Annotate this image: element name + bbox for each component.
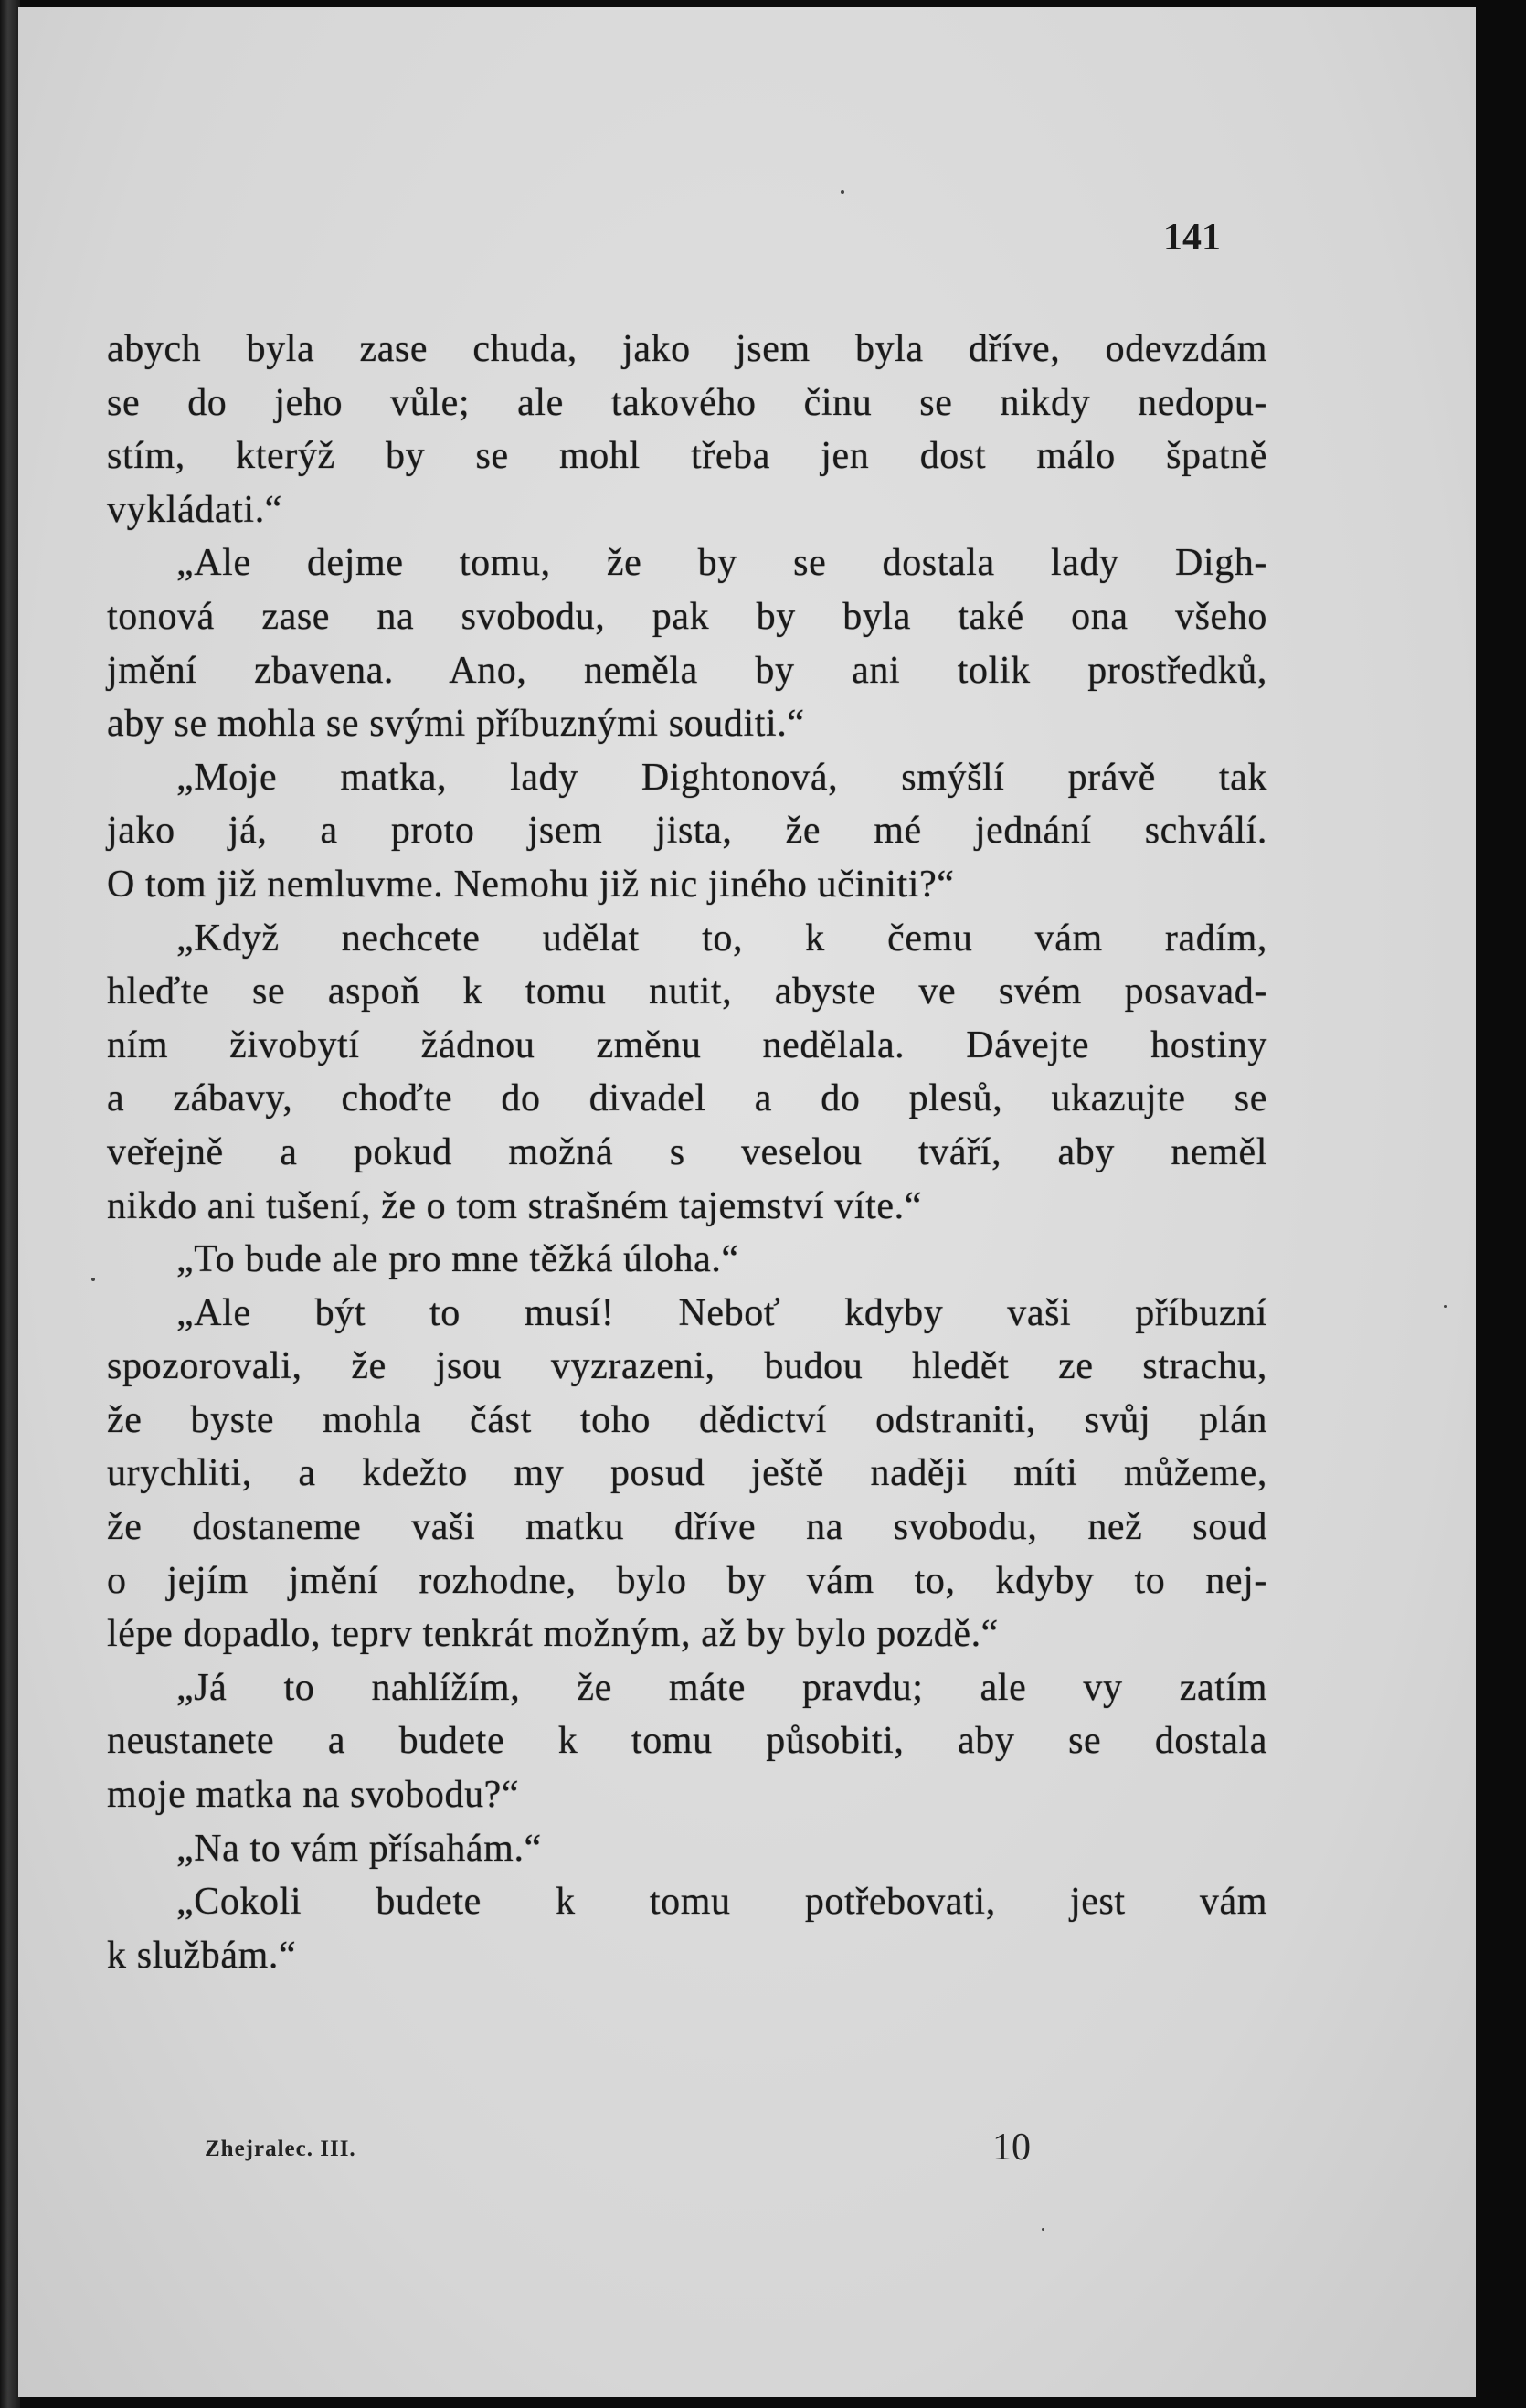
text-line: aby se mohla se svými příbuznými souditi.“	[107, 703, 805, 746]
text-line: a zábavy, choďte do divadel a do plesů, ukazujte se	[107, 1077, 1267, 1120]
text-line: urychliti, a kdežto my posud ještě naději míti můžeme,	[107, 1452, 1267, 1495]
text-line: vykládati.“	[107, 488, 283, 531]
text-line: hleďte se aspoň k tomu nutit, abyste ve svém posavad-	[107, 971, 1267, 1013]
text-line: „Když nechcete udělat to, k čemu vám radím,	[176, 917, 1267, 960]
text-line: že dostaneme vaši matku dříve na svobodu, než soud	[107, 1506, 1267, 1549]
text-line: „Cokoli budete k tomu potřebovati, jest vám	[176, 1881, 1267, 1924]
dust-speck	[91, 1278, 95, 1281]
text-line: se do jeho vůle; ale takového činu se nikdy nedopu-	[107, 381, 1267, 424]
text-line: k službám.“	[107, 1934, 297, 1977]
text-line: jako já, a proto jsem jista, že mé jednání schválí.	[107, 810, 1267, 853]
text-line: stím, kterýž by se mohl třeba jen dost málo špatně	[107, 435, 1267, 478]
text-line: O tom již nemluvme. Nemohu již nic jiného učiniti?“	[107, 863, 955, 906]
text-line: ním živobytí žádnou změnu nedělala. Dávejte hostiny	[107, 1024, 1267, 1066]
text-line: jmění zbavena. Ano, neměla by ani tolik prostředků,	[107, 649, 1267, 692]
text-line: „Ale dejme tomu, že by se dostala lady Digh-	[176, 542, 1267, 585]
text-line: nikdo ani tušení, že o tom strašném tajemství víte.“	[107, 1184, 923, 1227]
text-line: „Na to vám přísahám.“	[176, 1827, 542, 1870]
body-text	[107, 323, 1267, 1982]
text-line: moje matka na svobodu?“	[107, 1774, 520, 1817]
text-line: že byste mohla část toho dědictví odstraniti, svůj plán	[107, 1398, 1267, 1441]
dust-speck	[841, 190, 844, 194]
book-page	[18, 7, 1476, 2397]
text-line: „Já to nahlížím, že máte pravdu; ale vy zatím	[176, 1666, 1267, 1709]
text-line: abych byla zase chuda, jako jsem byla dříve, odevzdám	[107, 328, 1267, 370]
printer-signature: Zhejralec. III.	[205, 2137, 356, 2161]
text-line: spozorovali, že jsou vyzrazeni, budou hledět ze strachu,	[107, 1345, 1267, 1388]
text-line: „Moje matka, lady Dightonová, smýšlí právě tak	[176, 756, 1267, 799]
text-line: tonová zase na svobodu, pak by byla také ona všeho	[107, 595, 1267, 638]
text-line: veřejně a pokud možná s veselou tváří, aby neměl	[107, 1130, 1267, 1173]
text-line: „Ale být to musí! Neboť kdyby vaši příbuzní	[176, 1291, 1267, 1334]
dust-speck	[1444, 1305, 1447, 1308]
text-line: o jejím jmění rozhodne, bylo by vám to, kdyby to nej-	[107, 1559, 1267, 1602]
text-line: lépe dopadlo, teprv tenkrát možným, až by bylo pozdě.“	[107, 1613, 999, 1656]
text-line: „To bude ale pro mne těžká úloha.“	[176, 1238, 739, 1281]
page-number: 141	[1163, 217, 1221, 259]
dust-speck	[1042, 2228, 1044, 2231]
page-edge	[0, 0, 20, 2408]
text-line: neustanete a budete k tomu působiti, aby se dostala	[107, 1720, 1267, 1763]
sheet-number: 10	[992, 2127, 1031, 2169]
